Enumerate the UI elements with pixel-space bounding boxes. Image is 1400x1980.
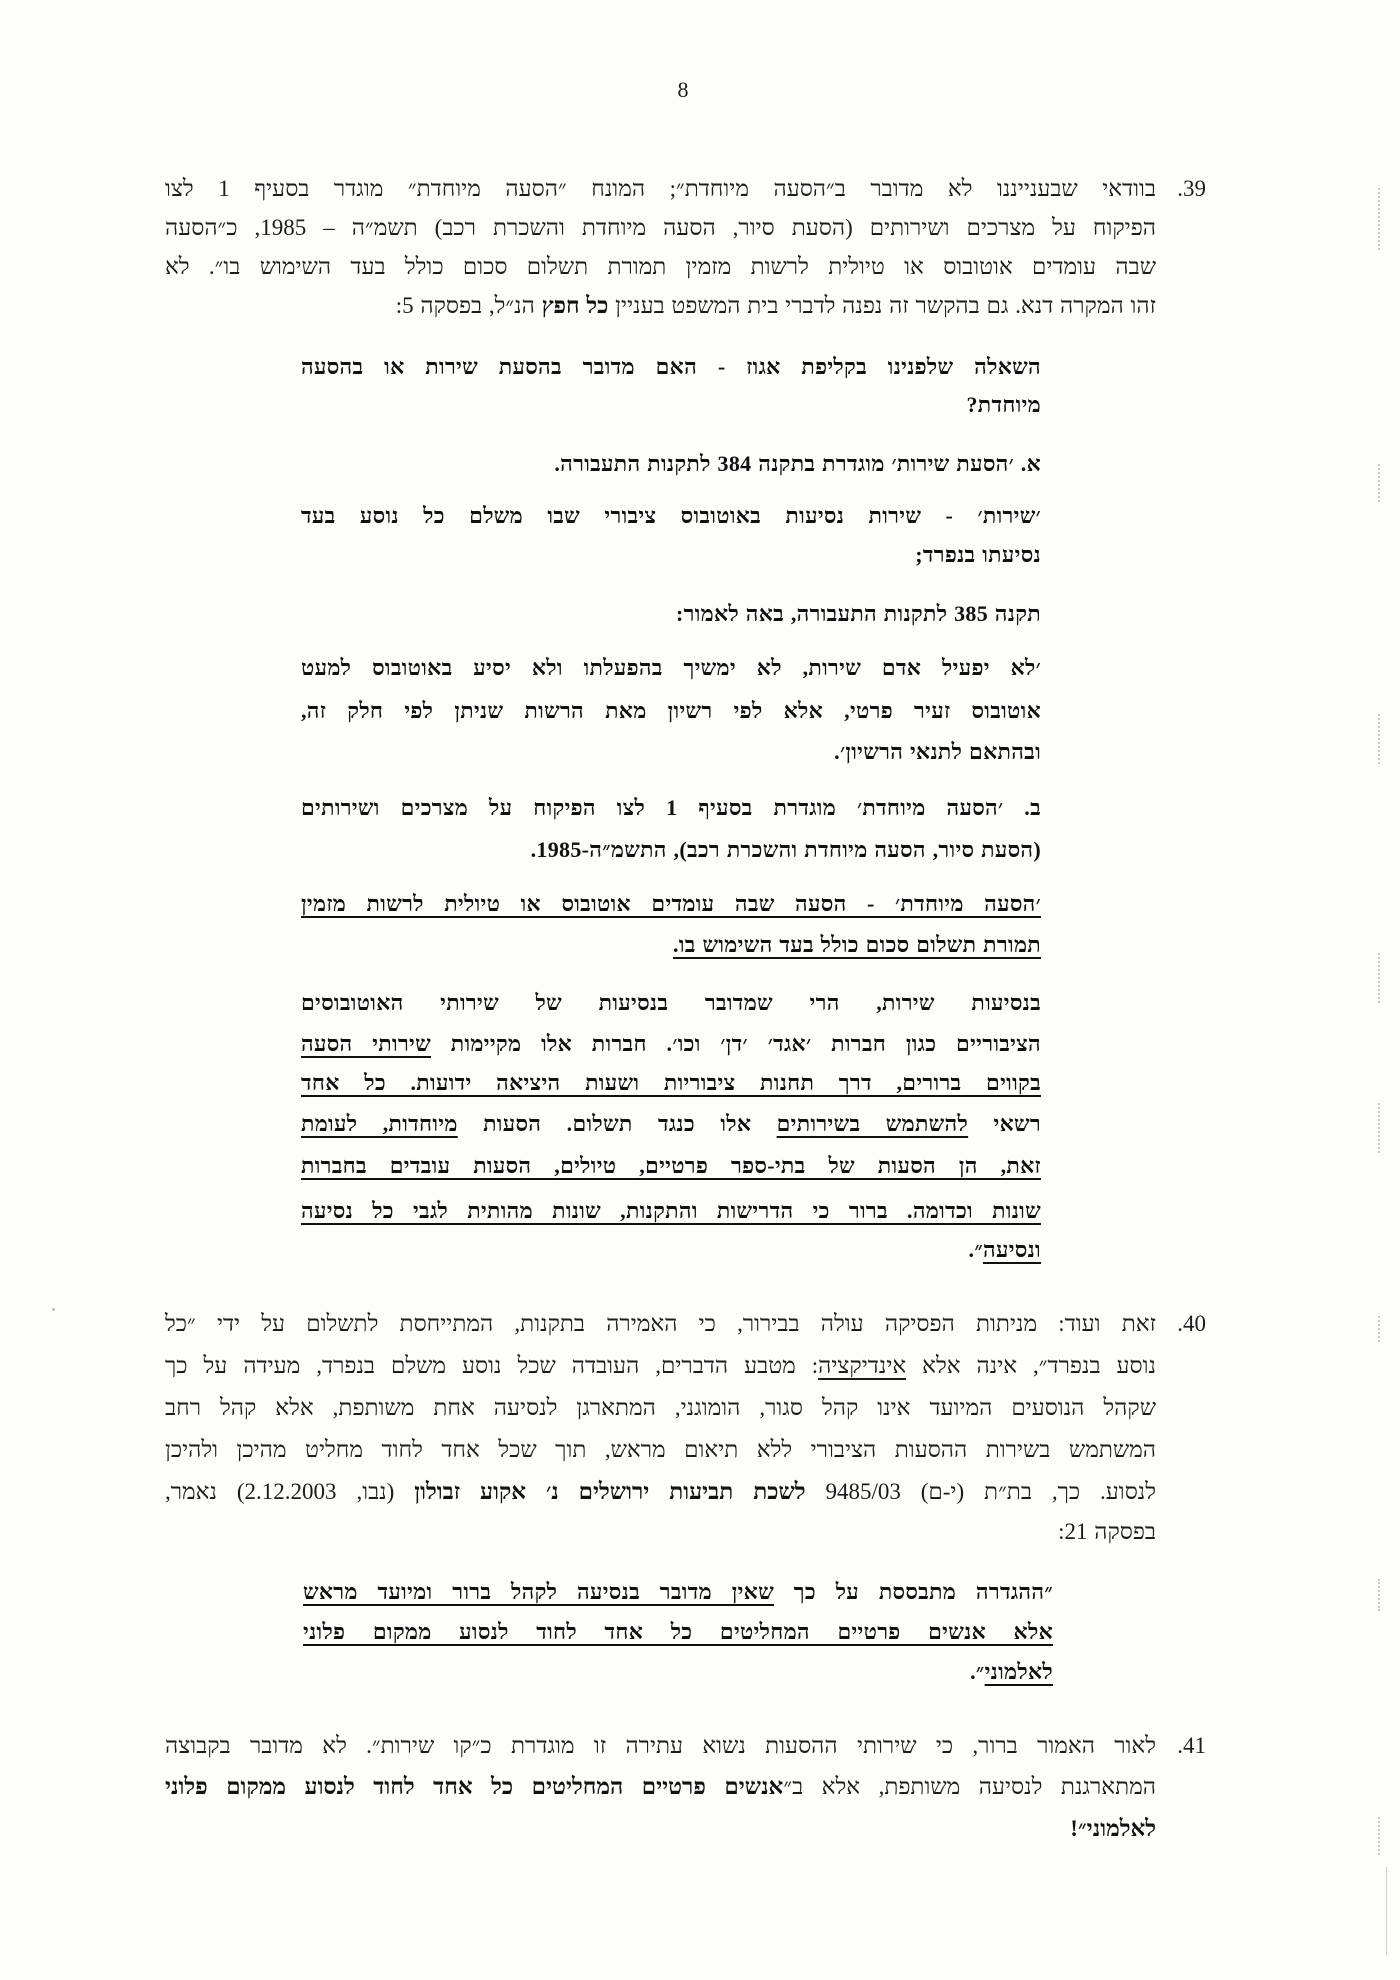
text-segment: אוטובוס זעיר פרטי, אלא לפי רשיון מאת הרשות שניתן לפי חלק זה, [301, 698, 1041, 723]
scan-mark [1386, 1867, 1387, 1955]
bold-text: לשכת תביעות ירושלים נ׳ אקוע זבולון [414, 1479, 806, 1504]
text-segment: ״. [968, 1237, 984, 1262]
bold-text: לאלמוני״! [1070, 1816, 1156, 1841]
text-segment: בפסקה 21: [1058, 1519, 1156, 1544]
text-segment: לנסוע. כך, בת״ת (י-ם) 9485/03 [805, 1479, 1157, 1504]
text-segment: ׳לא יפעיל אדם שירות, לא ימשיך בהפעלתו ולא יסיע באוטובוס למעט [301, 655, 1041, 680]
underlined-text: אלא אנשים פרטיים המחליטים כל אחד לחוד לנסוע ממקום פלוני [303, 1619, 1053, 1644]
text-line [165, 169, 1156, 209]
underlined-text: ׳הסעה מיוחדת׳ - הסעה שבה עומדים אוטובוס או טיולית לרשות מזמין [301, 891, 1041, 916]
text-segment: ב. ׳הסעה מיוחדת׳ מוגדרת בסעיף 1 לצו הפיקוח על מצרכים ושירותים [301, 795, 1042, 820]
text-segment: הפיקוח על מצרכים ושירותים (הסעת סיור, הסעה מיוחדת והשכרת רכב) תשמ״ה – 1985, כ״הסעה [165, 215, 1156, 240]
text-line [301, 1146, 1041, 1186]
text-line [301, 788, 1041, 828]
text-line [165, 286, 1156, 326]
text-segment: ״. [970, 1659, 985, 1684]
text-segment: בנסיעות שירות, הרי שמדובר בנסיעות של שירותי האוטובוסים [301, 990, 1041, 1015]
text-line [301, 385, 1041, 425]
underlined-text: ונסיעה [983, 1237, 1041, 1262]
text-segment: הנ״ל, בפסקה 5: [395, 293, 542, 318]
text-segment: (נבו, 2.12.2003) נאמר, [165, 1479, 415, 1504]
text-segment: ״ההגדרה מתבססת על כך [773, 1579, 1053, 1604]
text-segment: המתארגנת לנסיעה משותפת, אלא ב״ [783, 1774, 1157, 1799]
text-segment: בוודאי שבענייננו לא מדובר ב״הסעה מיוחדת״; המונח ״הסעה מיוחדת״ מוגדר בסעיף 1 לצו [165, 176, 1156, 201]
paragraph-number: 39. [1177, 176, 1206, 201]
text-line [301, 347, 1041, 387]
text-line [165, 247, 1156, 287]
text-line [303, 1652, 1053, 1692]
bold-text: אנשים פרטיים המחליטים כל אחד לחוד לנסוע ממקום פלוני [165, 1774, 784, 1799]
page-number: 8 [677, 77, 689, 102]
text-segment: : מטבע הדברים, העובדה שכל נוסע משלם בנפרד, מעידה על כך [165, 1353, 819, 1378]
text-line [301, 983, 1041, 1023]
text-line [165, 1767, 1156, 1807]
underlined-text: לאלמוני [984, 1659, 1053, 1684]
text-line [301, 691, 1041, 731]
paragraph-number: 41. [1177, 1733, 1206, 1758]
text-line [303, 1572, 1053, 1612]
text-segment: זהו המקרה דנא. גם בהקשר זה נפנה לדברי בית המשפט בעניין [608, 293, 1156, 318]
underlined-text: מיוחדות, לעומת [301, 1111, 458, 1136]
underlined-text: זאת, הן הסעות של בתי-ספר פרטיים, טיולים, הסעות עובדים בחברות [301, 1153, 1041, 1178]
scan-mark [1378, 953, 1380, 1003]
text-segment: המשתמש בשירות ההסעות הציבורי ללא תיאום מראש, תוך שכל אחד לחוד מחליט מהיכן ולהיכן [165, 1437, 1156, 1462]
text-line [301, 830, 1041, 870]
scan-mark [1378, 188, 1380, 250]
text-line [301, 594, 1041, 634]
text-line [303, 1612, 1053, 1652]
scan-mark [1378, 1103, 1380, 1153]
text-line [165, 208, 1156, 248]
text-line [301, 535, 1041, 575]
text-segment: תקנה 385 לתקנות התעבורה, באה לאמור: [675, 601, 1041, 626]
text-segment: ובהתאם לתנאי הרשיון׳. [834, 739, 1041, 764]
text-line [301, 1024, 1041, 1064]
text-line [165, 1346, 1156, 1386]
text-segment: רשאי [968, 1111, 1041, 1136]
text-line [165, 1726, 1156, 1766]
scan-mark [1378, 464, 1380, 502]
text-line [301, 732, 1041, 772]
text-line [165, 1512, 1156, 1552]
text-line [301, 925, 1041, 965]
scan-mark [1378, 1316, 1380, 1342]
text-segment: א. ׳הסעת שירות׳ מוגדרת בתקנה 384 לתקנות התעבורה. [554, 451, 1041, 476]
text-line [165, 1430, 1156, 1470]
text-segment: שקהל הנוסעים המיועד אינו קהל סגור, הומוגני, המתארגן לנסיעה אחת משותפת, אלא קהל רחב [165, 1395, 1156, 1420]
text-segment: שבה עומדים אוטובוס או טיולית לרשות מזמין תמורת תשלום סכום כולל בעד השימוש בו״. לא [165, 254, 1156, 279]
underlined-text: שאין מדובר בנסיעה לקהל ברור ומיועד מראש [303, 1579, 774, 1604]
text-segment: זאת ועוד: מניתות הפסיקה עולה בבירור, כי האמירה בתקנות, המתייחסת לתשלום על ידי ״כל [165, 1311, 1156, 1336]
underlined-text: להשתמש בשירותים [776, 1111, 969, 1136]
text-line [301, 1230, 1041, 1270]
scan-mark [1378, 1579, 1380, 1611]
text-line [301, 1191, 1041, 1231]
text-line [165, 1304, 1156, 1344]
underlined-text: אינדיקציה [818, 1353, 907, 1378]
scan-mark [52, 1308, 55, 1311]
text-segment: השאלה שלפנינו בקליפת אגוז - האם מדובר בהסעת שירות או בהסעה [301, 354, 1041, 379]
text-line [301, 1063, 1041, 1103]
bold-text: כל חפץ [541, 293, 609, 318]
paragraph-number: 40. [1177, 1311, 1206, 1336]
underlined-text: בקווים ברורים, דרך תחנות ציבוריות ושעות היציאה ידועות. כל אחד [301, 1070, 1041, 1095]
text-line [301, 648, 1041, 688]
text-line [165, 1388, 1156, 1428]
scan-mark [1378, 714, 1380, 764]
text-segment: (הסעת סיור, הסעה מיוחדת והשכרת רכב), התשמ״ה-1985. [530, 837, 1041, 862]
underlined-text: תמורת תשלום סכום כולל בעד השימוש בו. [673, 932, 1041, 957]
text-segment: הציבוריים כגון חברות ׳אגד׳ ׳דן׳ וכו׳. חברות אלו מקיימות [431, 1031, 1042, 1056]
text-segment: מיוחדת? [966, 392, 1041, 417]
text-line [165, 1472, 1156, 1512]
text-line [165, 1809, 1156, 1849]
text-line [301, 1104, 1041, 1144]
text-line [301, 496, 1041, 536]
text-segment: נסיעתו בנפרד; [915, 542, 1041, 567]
underlined-text: שונות וכדומה. ברור כי הדרישות והתקנות, שונות מהותית לגבי כל נסיעה [301, 1198, 1041, 1223]
text-line [301, 884, 1041, 924]
underlined-text: שירותי הסעה [301, 1031, 432, 1056]
text-segment: נוסע בנפרד״, אינה אלא [906, 1353, 1156, 1378]
text-line [301, 444, 1041, 484]
text-segment: אלו כנגד תשלום. הסעות [457, 1111, 777, 1136]
text-segment: לאור האמור ברור, כי שירותי ההסעות נשוא עתירה זו מוגדרת כ״קו שירות״. לא מדובר בקבוצה [165, 1733, 1156, 1758]
scan-mark [1378, 1817, 1380, 1855]
text-segment: ׳שירות׳ - שירות נסיעות באוטובוס ציבורי שבו משלם כל נוסע בעד [301, 503, 1041, 528]
